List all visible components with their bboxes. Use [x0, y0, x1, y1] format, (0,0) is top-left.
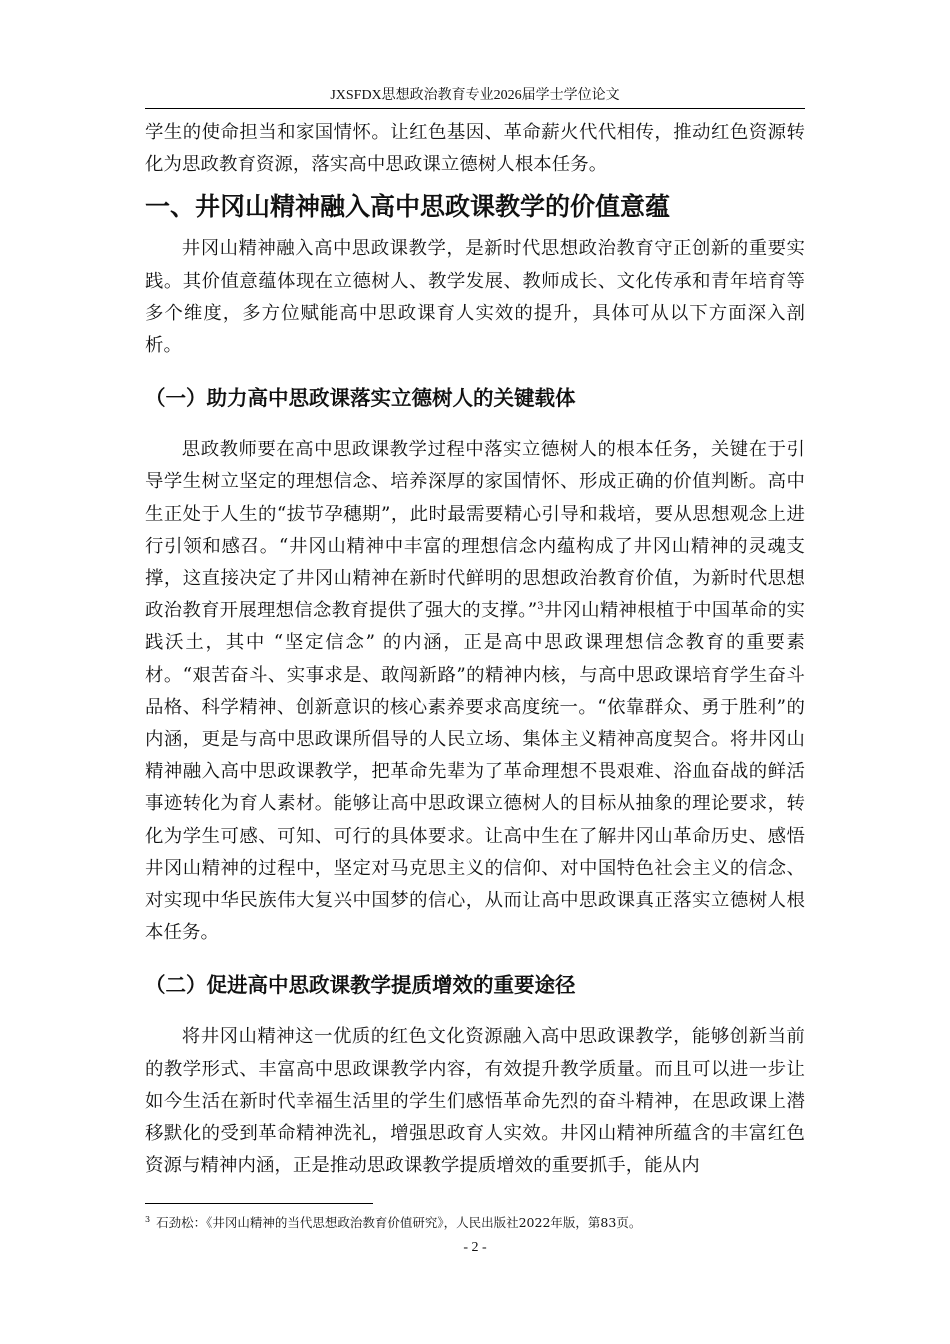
running-header: JXSFDX思想政治教育专业2026届学士学位论文	[145, 86, 805, 109]
section-heading: 一、井冈山精神融入高中思政课教学的价值意蕴	[145, 192, 671, 222]
page-body	[145, 117, 805, 1182]
paragraph-subsection-2: 将井冈山精神这一优质的红色文化资源融入高中思政课教学，能够创新当前的教学形式、丰富高中思政课教学内容，有效提升教学质量。而且可以进一步让如今生活在新时代幸福生活里的学生们感悟革命先烈的奋斗精神，在思政课上潜移默化的受到革命精神洗礼，增强思政育人实效。井冈山精神所蕴含的丰富红色资源与精神内涵，正是推动思政课教学提质增效的重要抓手，能从内	[145, 1026, 805, 1177]
footnote	[145, 1211, 805, 1232]
subsection-heading-2: （二）促进高中思政课教学提质增效的重要途径	[145, 973, 576, 998]
page-number: - 2 -	[463, 1240, 487, 1255]
footnote-separator	[145, 1203, 373, 1204]
subsection-heading-1: （一）助力高中思政课落实立德树人的关键载体	[145, 386, 576, 411]
paragraph-part-rest: 井冈山精神根植于中国革命的实践沃土，其中 “坚定信念” 的内涵，正是高中思政课理想信念教育的重要素材。“艰苦奋斗、实事求是、敢闯新路”的精神内核，与高中思政课培育学生奋斗品格、科学精神、创新意识的核心素养要求高度统一。“依靠群众、勇于胜利”的内涵，更是与高中思政课所倡导的人民立场、集体主义精神高度契合。将井冈山精神融入高中思政课教学，把革命先辈为了革命理想不畏艰难、浴血奋战的鲜活事迹转化为育人素材。能够让高中思政课立德树人的目标从抽象的理论要求，转化为学生可感、可知、可行的具体要求。让高中生在了解井冈山革命历史、感悟井冈山精神的过程中，坚定对马克思主义的信仰、对中国特色社会主义的信念、对实现中华民族伟大复兴中国梦的信心，从而让高中思政课真正落实立德树人根本任务。	[145, 600, 805, 944]
footnote-text: 石劲松：《井冈山精神的当代思想政治教育价值研究》，人民出版社2022年版，第83页。	[156, 1215, 642, 1231]
paragraph-continued: 学生的使命担当和家国情怀。让红色基因、革命薪火代代相传，推动红色资源转化为思政教育资源，落实高中思政课立德树人根本任务。	[145, 122, 805, 176]
paragraph-intro: 井冈山精神融入高中思政课教学，是新时代思想政治教育守正创新的重要实践。其价值意蕴体现在立德树人、教学发展、教师成长、文化传承和青年培育等多个维度，多方位赋能高中思政课育人实效的提升，具体可从以下方面深入剖析。	[145, 238, 805, 357]
footnote-mark: 3	[145, 1215, 151, 1224]
paragraph-part-quote: 思政教师要在高中思政课教学过程中落实立德树人的根本任务，关键在于引导学生树立坚定的理想信念、培养深厚的家国情怀、形成正确的价值判断。高中生正处于人生的“拔节孕穗期”，此时最需要精心引导和栽培，要从思想观念上进行引领和感召。“井冈山精神中丰富的理想信念内蕴构成了井冈山精神的灵魂支撑，这直接决定了井冈山精神在新时代鲜明的思想政治教育价值，为新时代思想政治教育开展理想信念教育提供了强大的支撑。”	[145, 439, 805, 622]
paragraph-subsection-1	[145, 434, 805, 949]
footnote-reference[interactable]: 3	[537, 601, 544, 613]
